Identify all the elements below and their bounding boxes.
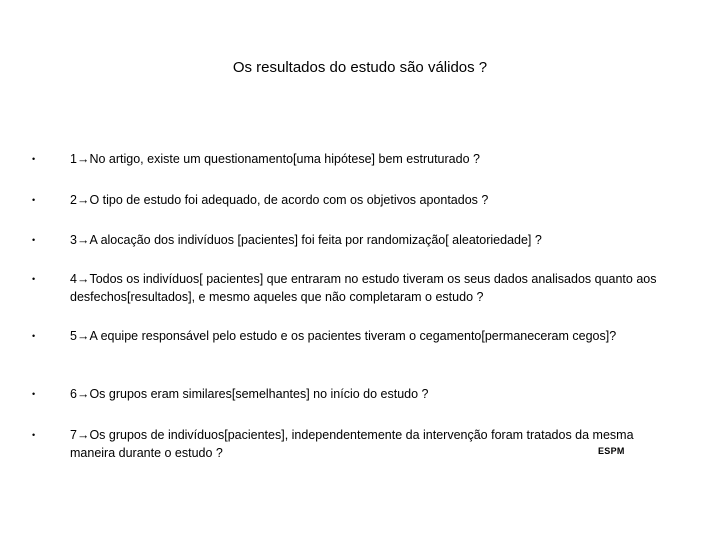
footer-mark: ESPM — [598, 446, 625, 456]
bullet-icon: • — [32, 331, 36, 341]
bullet-icon: • — [32, 274, 36, 284]
bullet-icon: • — [32, 154, 36, 164]
list-item-text: 7→Os grupos de indivíduos[pacientes], independentemente da intervenção foram tratados da mesma maneira durante o estudo ? — [70, 428, 634, 460]
list-item-text: 2→O tipo de estudo foi adequado, de acordo com os objetivos apontados ? — [70, 193, 489, 207]
list-item — [30, 231, 670, 249]
list-item — [30, 270, 670, 306]
list-item — [30, 150, 670, 168]
bullet-icon: • — [32, 235, 36, 245]
list-item — [30, 426, 670, 462]
bullet-icon: • — [32, 389, 36, 399]
bullet-icon: • — [32, 195, 36, 205]
list-item-text: 1→No artigo, existe um questionamento[uma hipótese] bem estruturado ? — [70, 152, 480, 166]
list-item-text: 6→Os grupos eram similares[semelhantes] no início do estudo ? — [70, 387, 429, 401]
list-item-text: 4→Todos os indivíduos[ pacientes] que entraram no estudo tiveram os seus dados analisados quanto aos desfechos[resultados], e mesmo aqueles que não completaram o estudo ? — [70, 272, 657, 304]
list-item-text: 3→A alocação dos indivíduos [pacientes] foi feita por randomização[ aleatoriedade] ? — [70, 233, 542, 247]
slide-title: Os resultados do estudo são válidos ? — [232, 59, 488, 76]
list-item — [30, 385, 670, 403]
bullet-icon: • — [32, 430, 36, 440]
list-item-text: 5→A equipe responsável pelo estudo e os pacientes tiveram o cegamento[permaneceram cegos]? — [70, 329, 617, 343]
list-item — [30, 191, 670, 209]
list-item — [30, 327, 670, 345]
